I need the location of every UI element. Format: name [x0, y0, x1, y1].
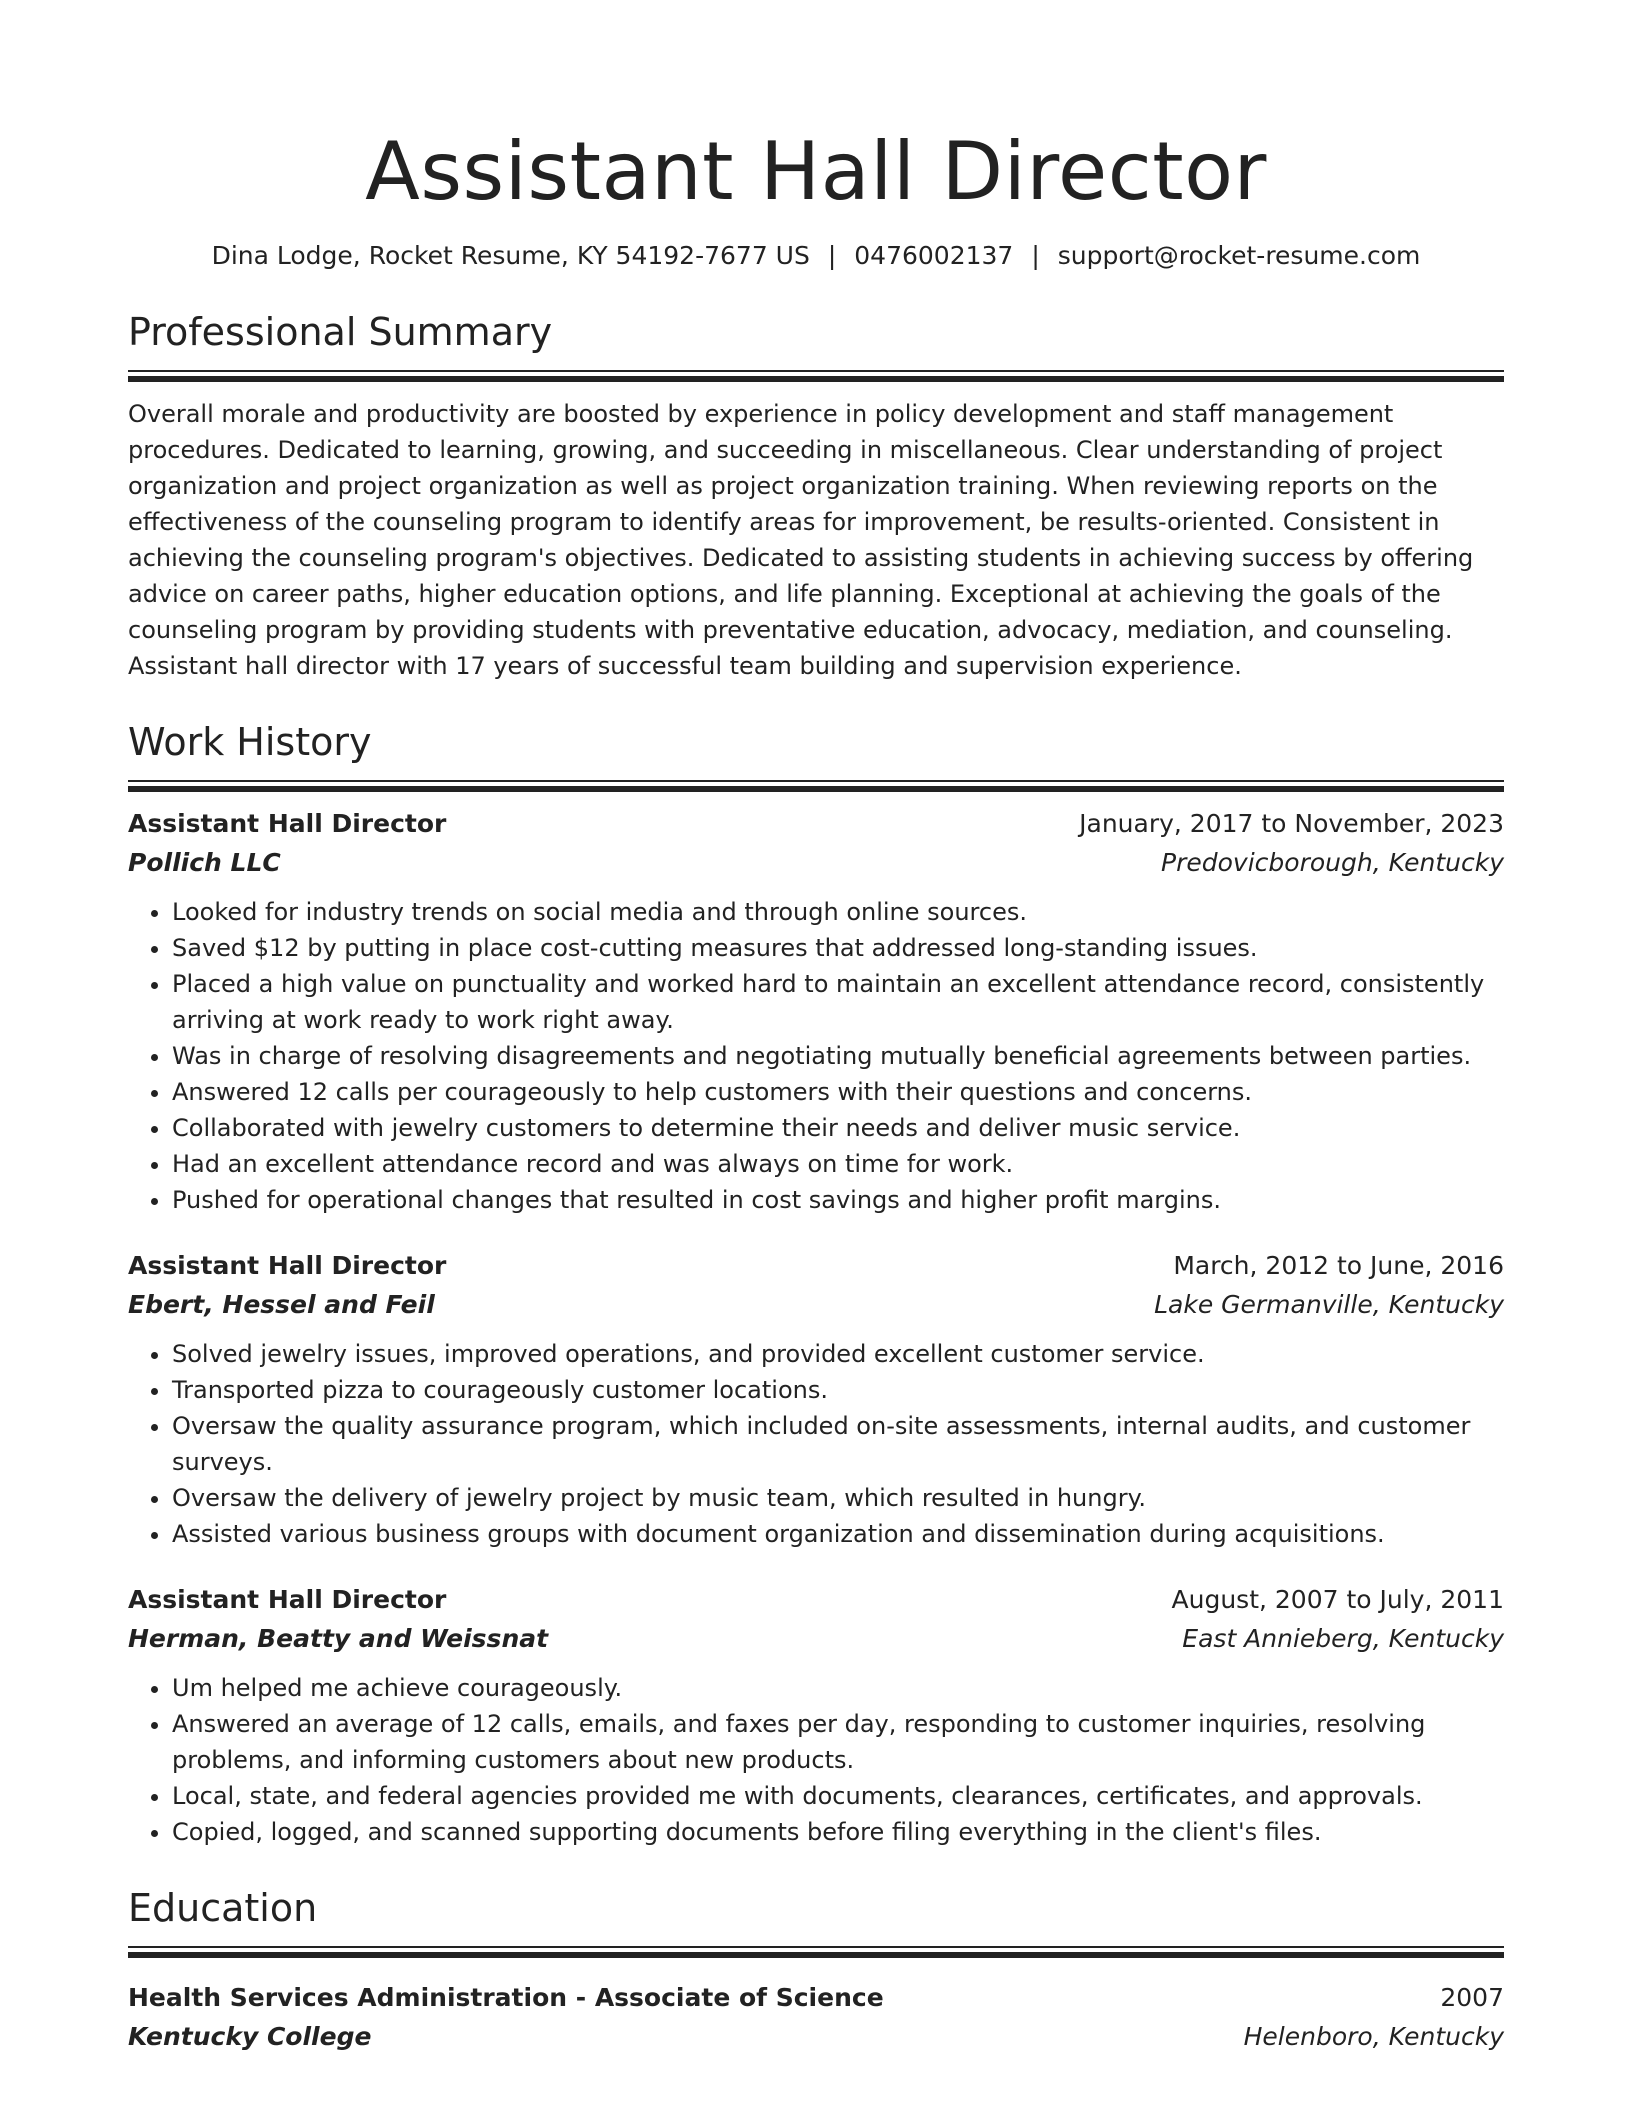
job-title: Assistant Hall Director: [128, 1585, 447, 1614]
job-header-row: [128, 1580, 1504, 1620]
job-entry: [128, 1580, 1504, 1850]
job-bullet: • Assisted various business groups with document organization and dissemination during acquisitions.: [172, 1516, 1504, 1552]
job-bullet: • Had an excellent attendance record and was always on time for work.: [172, 1146, 1504, 1182]
job-employer: Pollich LLC: [128, 848, 281, 877]
job-list: [128, 804, 1504, 1850]
resume-title: Assistant Hall Director: [365, 125, 1267, 218]
contact-line: [128, 238, 1504, 274]
job-location: Predovicborough, Kentucky: [1161, 848, 1504, 877]
education-location: Helenboro, Kentucky: [1243, 2022, 1504, 2051]
section-divider: [128, 780, 1504, 794]
job-bullet: • Oversaw the quality assurance program, which included on-site assessments, internal audits, and customer surveys.: [172, 1408, 1504, 1480]
section-divider: [128, 370, 1504, 384]
job-bullet: • Placed a high value on punctuality and worked hard to maintain an excellent attendance record, consistently arriving at work ready to work right away.: [172, 966, 1504, 1038]
job-title: Assistant Hall Director: [128, 809, 447, 838]
education-header-row: [128, 1978, 1504, 2018]
job-bullet: • Solved jewelry issues, improved operations, and provided excellent customer service.: [172, 1336, 1504, 1372]
contact-phone: 0476002137: [854, 241, 1014, 270]
summary-text: Overall morale and productivity are boosted by experience in policy development and staff management procedures. Dedicated to learning, growing, and succeeding in miscellaneous. Clear understanding of project organization and project organization as well as project organization training. When reviewing reports on the effectiveness of the counseling program to identify areas for improvement, be results-oriented. Consistent in achieving the counseling program's objectives. Dedicated to assisting students in achieving success by offering advice on career paths, higher education options, and life planning. Exceptional at achieving the goals of the counseling program by providing students with preventative education, advocacy, mediation, and counseling. Assistant hall director with 17 years of successful team building and supervision experience.: [128, 400, 1474, 680]
job-location: Lake Germanville, Kentucky: [1154, 1290, 1504, 1319]
education-heading: Education: [128, 1886, 318, 1930]
job-header-row: [128, 804, 1504, 844]
job-bullet: • Looked for industry trends on social media and through online sources.: [172, 894, 1504, 930]
job-bullet: • Answered an average of 12 calls, emails, and faxes per day, responding to customer inquiries, resolving problems, and informing customers about new products.: [172, 1706, 1504, 1778]
contact-email: support@rocket-resume.com: [1057, 241, 1421, 270]
job-bullet: • Transported pizza to courageously customer locations.: [172, 1372, 1504, 1408]
contact-separator: |: [827, 241, 837, 270]
section-divider: [128, 1946, 1504, 1960]
job-dates: January, 2017 to November, 2023: [1079, 809, 1504, 838]
job-bullets: [128, 1670, 1504, 1850]
job-bullet: • Copied, logged, and scanned supporting documents before filing everything in the client's files.: [172, 1814, 1504, 1850]
job-bullet: • Saved $12 by putting in place cost-cutting measures that addressed long-standing issues.: [172, 930, 1504, 966]
job-bullet: • Local, state, and federal agencies provided me with documents, clearances, certificates, and approvals.: [172, 1778, 1504, 1814]
contact-separator: |: [1031, 241, 1040, 270]
job-bullet: • Answered 12 calls per courageously to help customers with their questions and concerns.: [172, 1074, 1504, 1110]
education-entry: [128, 1978, 1504, 2056]
job-bullet: • Was in charge of resolving disagreements and negotiating mutually beneficial agreements between parties.: [172, 1038, 1504, 1074]
work-history-heading: Work History: [128, 720, 372, 764]
job-bullets: [128, 894, 1504, 1218]
job-bullet: • Oversaw the delivery of jewelry project by music team, which resulted in hungry.: [172, 1480, 1504, 1516]
job-employer-row: [128, 1620, 1504, 1658]
job-bullet: • Um helped me achieve courageously.: [172, 1670, 1504, 1706]
education-year: 2007: [1440, 1983, 1504, 2012]
job-employer: Ebert, Hessel and Feil: [128, 1290, 435, 1319]
education-school: Kentucky College: [128, 2022, 372, 2051]
job-location: East Annieberg, Kentucky: [1182, 1624, 1504, 1653]
job-entry: [128, 1246, 1504, 1552]
resume-page: [128, 0, 1504, 2056]
job-dates: March, 2012 to June, 2016: [1173, 1251, 1504, 1280]
summary-heading: Professional Summary: [128, 310, 553, 354]
job-bullets: [128, 1336, 1504, 1552]
job-employer-row: [128, 844, 1504, 882]
job-employer-row: [128, 1286, 1504, 1324]
job-entry: [128, 804, 1504, 1218]
job-dates: August, 2007 to July, 2011: [1171, 1585, 1504, 1614]
contact-address: Dina Lodge, Rocket Resume, KY 54192-7677 US: [211, 241, 810, 270]
education-school-row: [128, 2018, 1504, 2056]
job-header-row: [128, 1246, 1504, 1286]
job-title: Assistant Hall Director: [128, 1251, 447, 1280]
job-bullet: • Pushed for operational changes that resulted in cost savings and higher profit margins.: [172, 1182, 1504, 1218]
job-employer: Herman, Beatty and Weissnat: [128, 1624, 549, 1653]
education-degree: Health Services Administration - Associate of Science: [128, 1983, 884, 2012]
education-list: [128, 1978, 1504, 2056]
job-bullet: • Collaborated with jewelry customers to determine their needs and deliver music service.: [172, 1110, 1504, 1146]
